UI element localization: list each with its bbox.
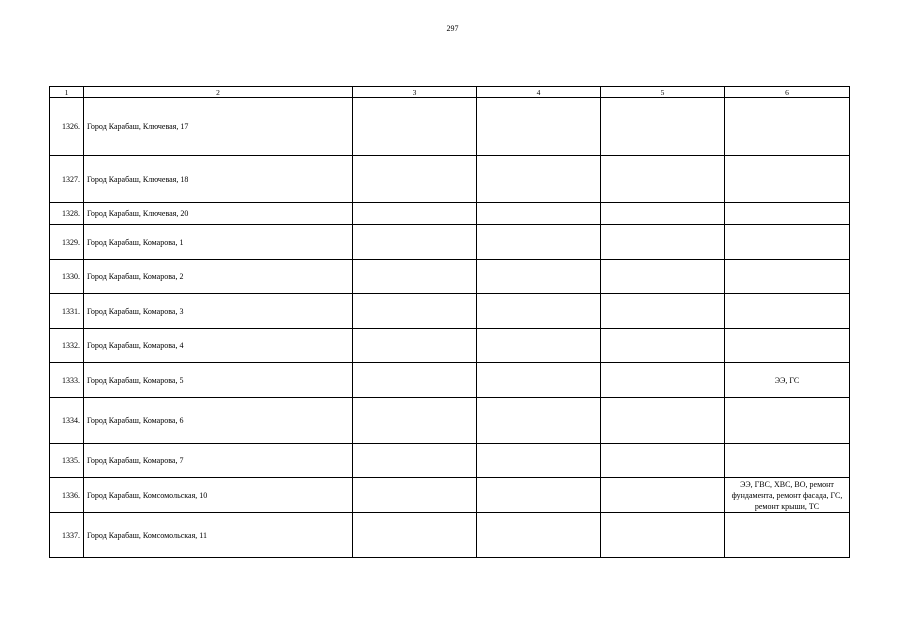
row-number: 1326. — [50, 98, 84, 156]
cell-col-5 — [601, 260, 725, 294]
row-number: 1337. — [50, 513, 84, 558]
page-number: 297 — [446, 24, 459, 33]
cell-col-5 — [601, 225, 725, 260]
row-address: Город Карабаш, Комарова, 1 — [84, 225, 353, 260]
cell-col-5 — [601, 444, 725, 478]
cell-col-5 — [601, 203, 725, 225]
cell-col-5 — [601, 294, 725, 329]
cell-col-5 — [601, 478, 725, 513]
cell-col-6 — [725, 260, 850, 294]
row-address: Город Карабаш, Комарова, 6 — [84, 398, 353, 444]
row-number: 1334. — [50, 398, 84, 444]
cell-col-3 — [353, 156, 477, 203]
cell-col-6 — [725, 398, 850, 444]
cell-col-6: ЭЭ, ГС — [725, 363, 850, 398]
row-address: Город Карабаш, Комсомольская, 11 — [84, 513, 353, 558]
column-header-5: 5 — [601, 87, 725, 98]
table-row — [50, 363, 850, 398]
column-header-4: 4 — [477, 87, 601, 98]
cell-col-4 — [477, 225, 601, 260]
cell-col-5 — [601, 156, 725, 203]
cell-col-3 — [353, 444, 477, 478]
table-row — [50, 444, 850, 478]
row-address: Город Карабаш, Комсомольская, 10 — [84, 478, 353, 513]
cell-col-3 — [353, 260, 477, 294]
cell-col-4 — [477, 156, 601, 203]
cell-col-6 — [725, 225, 850, 260]
cell-col-5 — [601, 329, 725, 363]
cell-col-5 — [601, 98, 725, 156]
cell-col-4 — [477, 98, 601, 156]
cell-col-5 — [601, 398, 725, 444]
row-number: 1336. — [50, 478, 84, 513]
table-row — [50, 398, 850, 444]
cell-col-3 — [353, 329, 477, 363]
row-address: Город Карабаш, Ключевая, 20 — [84, 203, 353, 225]
cell-col-3 — [353, 294, 477, 329]
row-address: Город Карабаш, Ключевая, 17 — [84, 98, 353, 156]
row-number: 1331. — [50, 294, 84, 329]
cell-col-4 — [477, 294, 601, 329]
header-row — [50, 87, 850, 98]
table-row — [50, 203, 850, 225]
cell-col-3 — [353, 478, 477, 513]
cell-col-3 — [353, 225, 477, 260]
row-address: Город Карабаш, Ключевая, 18 — [84, 156, 353, 203]
cell-col-6 — [725, 444, 850, 478]
row-number: 1327. — [50, 156, 84, 203]
row-number: 1333. — [50, 363, 84, 398]
cell-col-6 — [725, 203, 850, 225]
row-number: 1329. — [50, 225, 84, 260]
table-row — [50, 225, 850, 260]
row-number: 1332. — [50, 329, 84, 363]
cell-col-4 — [477, 203, 601, 225]
table-row — [50, 156, 850, 203]
table-row — [50, 513, 850, 558]
row-number: 1328. — [50, 203, 84, 225]
cell-col-3 — [353, 398, 477, 444]
table-row — [50, 260, 850, 294]
row-address: Город Карабаш, Комарова, 5 — [84, 363, 353, 398]
cell-col-4 — [477, 398, 601, 444]
table-row — [50, 98, 850, 156]
cell-col-4 — [477, 260, 601, 294]
data-table — [49, 86, 850, 558]
cell-col-3 — [353, 203, 477, 225]
cell-col-5 — [601, 513, 725, 558]
table-row — [50, 294, 850, 329]
row-address: Город Карабаш, Комарова, 2 — [84, 260, 353, 294]
cell-col-6: ЭЭ, ГВС, ХВС, ВО, ремонт фундамента, ремонт фасада, ГС, ремонт крыши, ТС — [725, 478, 850, 513]
cell-col-3 — [353, 513, 477, 558]
row-address: Город Карабаш, Комарова, 7 — [84, 444, 353, 478]
cell-col-3 — [353, 98, 477, 156]
cell-col-6 — [725, 156, 850, 203]
column-header-6: 6 — [725, 87, 850, 98]
row-number: 1335. — [50, 444, 84, 478]
cell-col-6 — [725, 329, 850, 363]
cell-col-4 — [477, 513, 601, 558]
row-number: 1330. — [50, 260, 84, 294]
cell-col-6 — [725, 294, 850, 329]
cell-col-4 — [477, 363, 601, 398]
column-header-3: 3 — [353, 87, 477, 98]
cell-col-4 — [477, 478, 601, 513]
cell-col-5 — [601, 363, 725, 398]
row-address: Город Карабаш, Комарова, 3 — [84, 294, 353, 329]
table-row — [50, 478, 850, 513]
row-address: Город Карабаш, Комарова, 4 — [84, 329, 353, 363]
cell-col-4 — [477, 444, 601, 478]
cell-col-6 — [725, 98, 850, 156]
cell-col-6 — [725, 513, 850, 558]
cell-col-3 — [353, 363, 477, 398]
column-header-1: 1 — [50, 87, 84, 98]
cell-col-4 — [477, 329, 601, 363]
column-header-2: 2 — [84, 87, 353, 98]
table-row — [50, 329, 850, 363]
